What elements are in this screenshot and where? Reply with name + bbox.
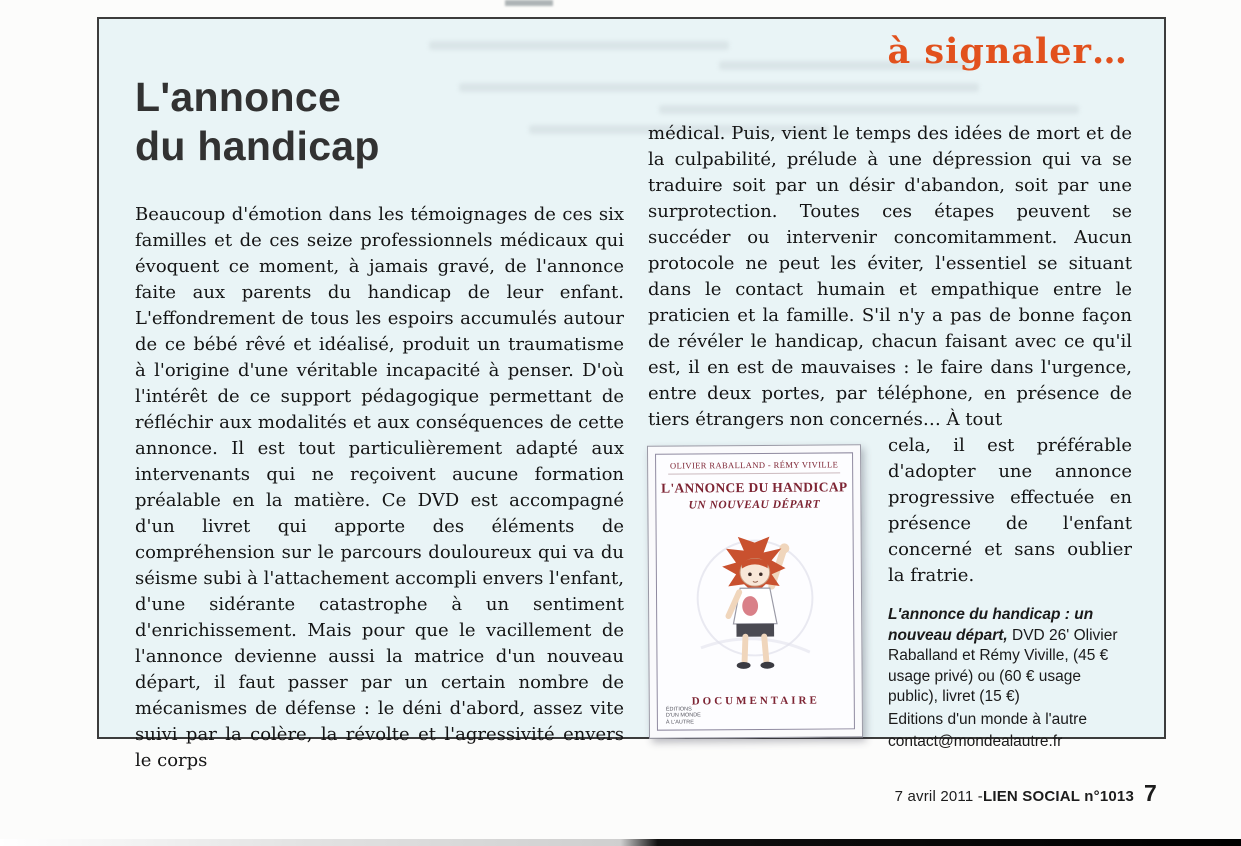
dvd-title: L'ANNONCE DU HANDICAP [661, 479, 848, 496]
dvd-caption-details: DVD 26' Olivier Raballand et Rémy Viville, (45 € usage privé) ou (60 € usage public), livret (15 €) [888, 626, 1118, 705]
article-column-right-text: médical. Puis, vient le temps des idées de mort et de la culpabilité, prélude à une dépression qui va se traduire soit par un désir d'abandon, soit par une surprotection. Toutes ces étapes peuvent se succéder ou intervenir concomitamment. Aucun protocole ne peut les éviter, l'essentiel se situant dans le contact humain et empathique entre le praticien et la famille. S'il n'y a pas de bonne façon de révéler le handicap, chacun faisant avec ce qu'il est, il en est de mauvaises : le faire dans l'urgence, entre deux portes, par téléphone, en présence de tiers étrangers non concernés… À tout [648, 123, 1132, 430]
dvd-publisher-logo [666, 706, 701, 726]
article-column-right-wrap-text: cela, il est préférable d'adopter une annonce progressive effectuée en présence de l'enfant concerné et sans oublier la fratrie. [888, 435, 1132, 586]
dvd-cover-image [647, 444, 863, 738]
scan-artifact-top [505, 0, 553, 6]
dvd-genre: DOCUMENTAIRE [691, 694, 820, 708]
article-title [135, 73, 380, 171]
footer-page-number: 7 [1144, 780, 1157, 806]
article-column-left: Beaucoup d'émotion dans les témoignages de ces six familles et de ces seize professionnels médicaux qui évoquent ce moment, à jamais gravé, de l'annonce faite aux parents du handicap de leur enfant. L'effondrement de tous les espoirs accumulés autour de ce bébé rêvé et idéalisé, produit un traumatisme à l'origine d'une véritable incapacité à penser. D'où l'intérêt de ce support pédagogique permettant de réfléchir aux modalités et aux conséquences de cette annonce. Il est tout particulièrement adapté aux intervenants qui ne reçoivent aucune formation préalable en la matière. Ce DVD est accompagné d'un livret qui apporte des éléments de compréhension sur le parcours douloureux qui va du séisme subi à l'attachement accompli envers l'enfant, d'une sidérante catastrophe à un sentiment d'enrichissement. Mais pour que le vacillement de l'annonce devienne aussi la matrice d'un nouveau départ, il faut passer par un certain nombre de mécanismes de défense : le déni d'abord, assez vite suivi par la colère, la révolte et l'agressivité envers le corps [135, 204, 624, 771]
page-footer [895, 780, 1157, 807]
scan-bleed-artifact [459, 83, 979, 92]
dvd-caption-title: L'annonce du handicap : un nouveau départ, [888, 606, 1094, 644]
section-label: à signaler… [887, 31, 1128, 72]
article-panel [97, 17, 1166, 771]
dvd-publisher-line1: ÉDITIONS [665, 705, 692, 713]
footer-date: 7 avril 2011 - [894, 788, 983, 805]
dvd-subtitle: UN NOUVEAU DÉPART [688, 498, 821, 512]
dvd-publisher-line2: D'UN MONDE [665, 712, 701, 719]
manga-girl-illustration [661, 527, 850, 678]
scan-bottom-bar [0, 839, 1241, 846]
dvd-caption-publisher: Editions d'un monde à l'autre [888, 710, 1087, 728]
footer-magazine-title: LIEN SOCIAL n°1013 [982, 788, 1134, 805]
dvd-publisher-line3: À L'AUTRE [665, 718, 694, 726]
scan-bleed-artifact [429, 41, 729, 50]
dvd-caption-contact: contact@mondealautre.fr [888, 733, 1063, 750]
dvd-illustration [660, 510, 849, 695]
article-column-right [648, 121, 1132, 753]
article-title-line2: du handicap [135, 123, 380, 169]
dvd-authors: OLIVIER RABALLAND - RÉMY VIVILLE [668, 459, 841, 474]
dvd-cover-frame [655, 452, 855, 730]
article-title-line1: L'annonce [135, 74, 342, 120]
scan-bleed-artifact [659, 105, 1079, 114]
dvd-wrap-zone [648, 433, 1132, 753]
